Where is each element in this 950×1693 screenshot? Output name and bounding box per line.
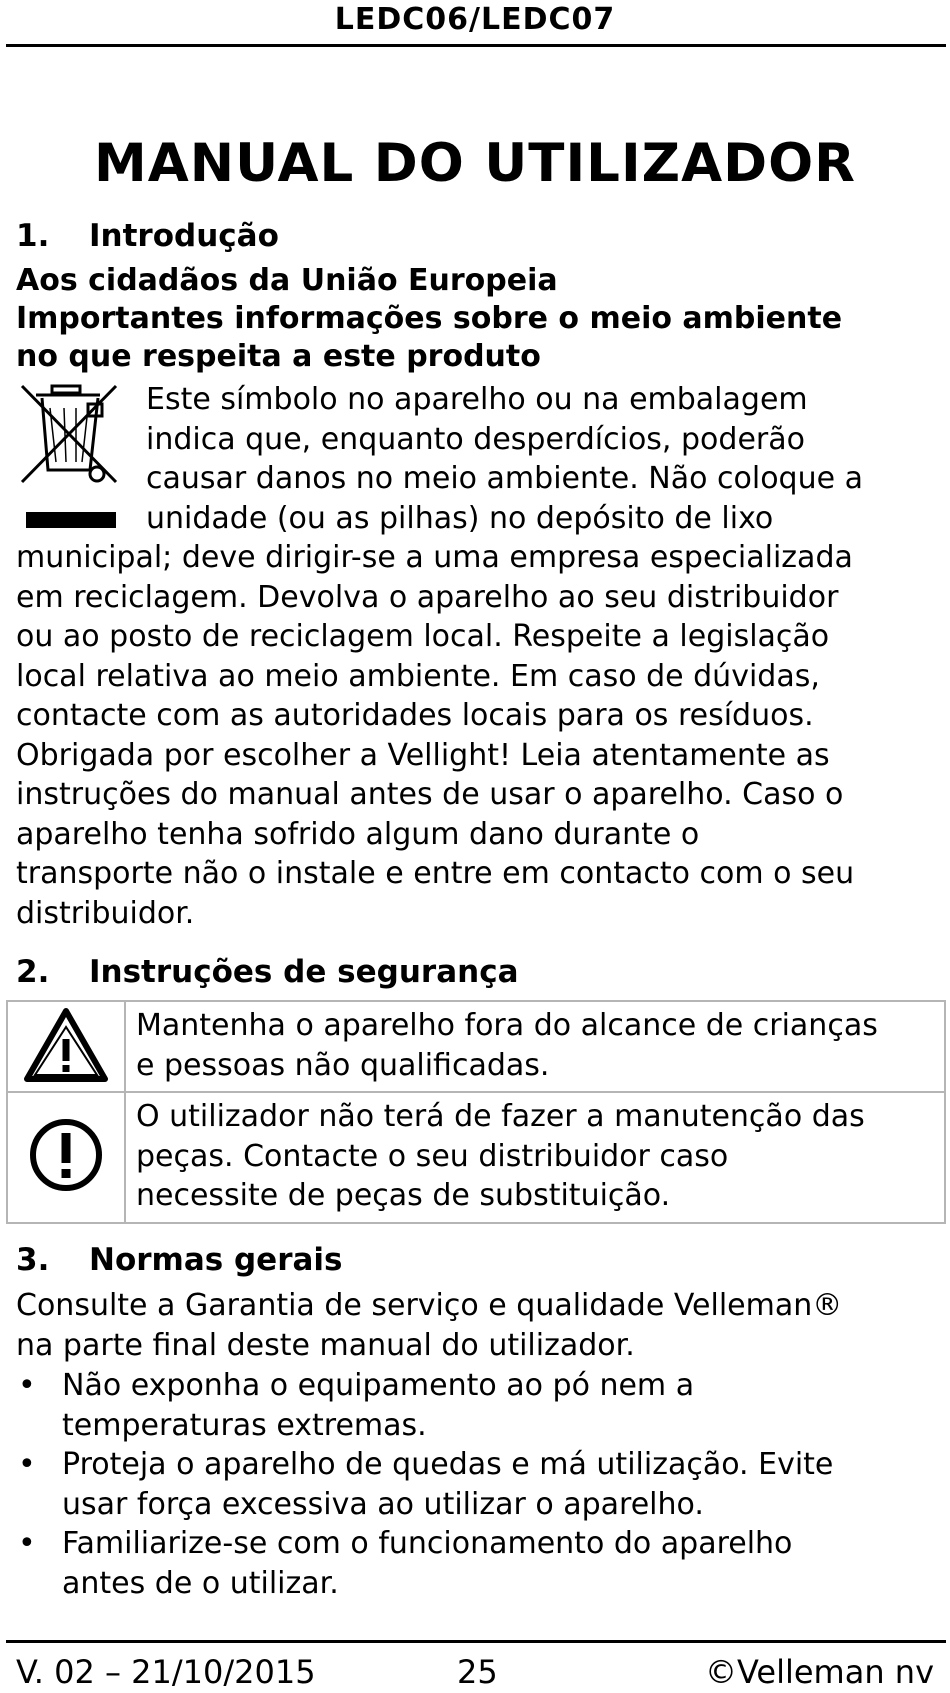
text-line: e pessoas não qualificadas. [136, 1047, 550, 1083]
section-number: 1. [16, 218, 50, 254]
footer-page-number: 25 [457, 1653, 498, 1691]
text-line: peças. Contacte o seu distribuidor caso [136, 1138, 729, 1174]
text-line: Proteja o aparelho de quedas e má utilização. Evite [62, 1447, 834, 1482]
section-title: Instruções de segurança [89, 954, 519, 990]
text-line: causar danos no meio ambiente. Não coloque a [146, 461, 863, 496]
text-line: necessite de peças de substituição. [136, 1178, 671, 1213]
safety-text-cell [125, 1001, 945, 1092]
footer-rule [6, 1640, 946, 1643]
text-line: Mantenha o aparelho fora do alcance de crianças [136, 1008, 878, 1043]
text-line: em reciclagem. Devolva o aparelho ao seu distribuidor [16, 579, 839, 615]
section-2-heading [16, 952, 519, 992]
text-line: usar força excessiva ao utilizar o aparelho. [62, 1486, 704, 1522]
section-1-heading [16, 216, 279, 256]
text-line: aparelho tenha sofrido algum dano durante o [16, 816, 700, 852]
bullet-item [62, 1445, 833, 1524]
text-line: Consulte a Garantia de serviço e qualidade Velleman® [16, 1288, 843, 1323]
safety-row [7, 1001, 945, 1092]
safety-icon-cell [7, 1001, 125, 1092]
text-line: antes de o utilizar. [62, 1565, 339, 1601]
subheading-environment: Importantes informações sobre o meio ambiente [16, 301, 843, 336]
safety-row [7, 1092, 945, 1223]
bullet-item [62, 1524, 792, 1603]
footer-copyright: ©Velleman nv [704, 1653, 934, 1691]
subheading-eu-citizens: Aos cidadãos da União Europeia [16, 263, 558, 298]
text-line: na parte final deste manual do utilizador. [16, 1327, 635, 1363]
section-title: Introdução [89, 218, 279, 254]
text-line: Obrigada por escolher a Vellight! Leia atentamente as [16, 737, 830, 773]
header-rule [6, 44, 946, 47]
weee-indented-text [146, 380, 863, 538]
section-number: 2. [16, 954, 50, 990]
section-number: 3. [16, 1242, 50, 1278]
text-line: municipal; deve dirigir-se a uma empresa especializada [16, 540, 853, 575]
text-line: temperaturas extremas. [62, 1407, 427, 1443]
safety-table [6, 1000, 946, 1224]
text-line: O utilizador não terá de fazer a manutenção das [136, 1099, 865, 1134]
subheading-product: no que respeita a este produto [16, 339, 541, 374]
text-line: local relativa ao meio ambiente. Em caso de dúvidas, [16, 658, 820, 694]
text-line: transporte não o instale e entre em contacto com o seu [16, 856, 855, 891]
safety-icon-cell [7, 1092, 125, 1223]
weee-crossed-bin-icon [18, 382, 122, 530]
exclamation-circle-icon [28, 1117, 104, 1193]
bullet-icon: • [18, 1368, 36, 1403]
bullet-item [62, 1366, 694, 1445]
text-line: Este símbolo no aparelho ou na embalagem [146, 382, 808, 417]
warning-triangle-icon [23, 1007, 109, 1083]
text-line: distribuidor. [16, 895, 195, 931]
text-line: contacte com as autoridades locais para os resíduos. [16, 698, 814, 733]
page-title: MANUAL DO UTILIZADOR [94, 133, 856, 194]
text-line: indica que, enquanto desperdícios, poderão [146, 421, 805, 457]
section-title: Normas gerais [89, 1242, 343, 1278]
model-header: LEDC06/LEDC07 [334, 2, 616, 37]
general-intro [16, 1286, 842, 1365]
text-line: Familiarize-se com o funcionamento do aparelho [62, 1526, 793, 1561]
bullet-icon: • [18, 1526, 36, 1561]
safety-text-cell [125, 1092, 945, 1223]
text-line: unidade (ou as pilhas) no depósito de lixo [146, 500, 774, 536]
section-3-heading [16, 1240, 343, 1280]
introduction-paragraph [16, 538, 854, 933]
text-line: ou ao posto de reciclagem local. Respeite a legislação [16, 619, 830, 654]
text-line: instruções do manual antes de usar o aparelho. Caso o [16, 777, 844, 812]
footer-version: V. 02 – 21/10/2015 [16, 1653, 316, 1691]
bullet-icon: • [18, 1447, 36, 1482]
text-line: Não exponha o equipamento ao pó nem a [62, 1368, 695, 1403]
